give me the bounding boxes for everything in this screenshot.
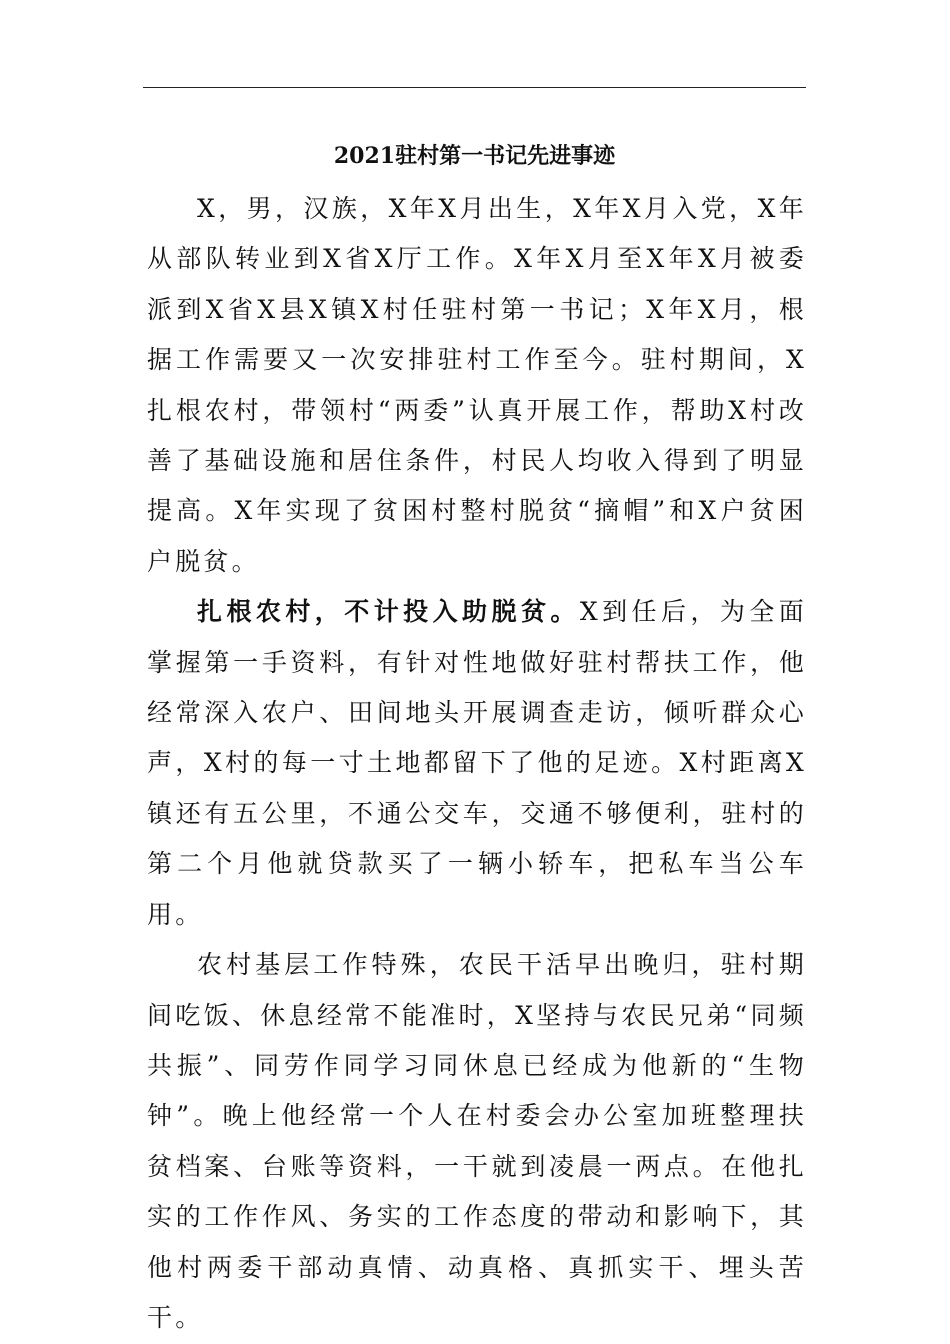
paragraph-intro bbox=[147, 184, 807, 587]
paragraph-lead: 扎根农村，不计投入助脱贫。 bbox=[197, 597, 580, 627]
paragraph-grassroots-work bbox=[147, 940, 807, 1343]
document-title: 2021驻村第一书记先进事迹 bbox=[333, 143, 616, 169]
document-body bbox=[147, 184, 807, 1343]
paragraph-text: X，男，汉族，X年X月出生，X年X月入党，X年从部队转业到X省X厅工作。X年X月至X年X月被委派到X省X县X镇X村任驻村第一书记；X年X月，根据工作需要又一次安排驻村工作至今。驻村期间，X扎根农村，带领村“两委”认真开展工作，帮助X村改善了基础设施和居住条件，村民人均收入得到了明显提高。X年实现了贫困村整村脱贫“摘帽”和X户贫困户脱贫。 bbox=[147, 194, 807, 576]
header-rule bbox=[143, 87, 806, 88]
paragraph-text: 农村基层工作特殊，农民干活早出晚归，驻村期间吃饭、休息经常不能准时，X坚持与农民兄弟“同频共振”、同劳作同学习同休息已经成为他新的“生物钟”。晚上他经常一个人在村委会办公室加班整理扶贫档案、台账等资料，一干就到凌晨一两点。在他扎实的工作作风、务实的工作态度的带动和影响下，其他村两委干部动真情、动真格、真抓实干、埋头苦干。 bbox=[147, 950, 807, 1332]
paragraph-rooted-in-village bbox=[147, 587, 807, 940]
paragraph-text: X到任后，为全面掌握第一手资料，有针对性地做好驻村帮扶工作，他经常深入农户、田间地头开展调查走访，倾听群众心声，X村的每一寸土地都留下了他的足迹。X村距离X镇还有五公里，不通公交车，交通不够便利，驻村的第二个月他就贷款买了一辆小轿车，把私车当公车用。 bbox=[147, 597, 807, 929]
